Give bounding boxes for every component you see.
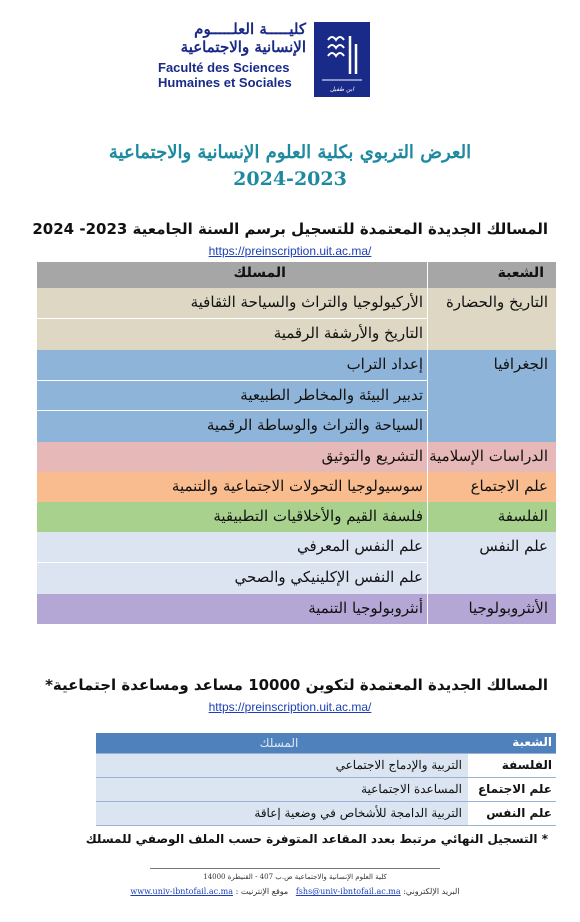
group-philosophy bbox=[37, 502, 556, 532]
group-history bbox=[37, 288, 556, 350]
footer-email-label: البريد الإلكتروني: bbox=[403, 887, 460, 896]
branch-label: الفلسفة bbox=[497, 507, 548, 525]
section2-link[interactable]: https://preinscription.uit.ac.ma/ bbox=[208, 700, 372, 714]
social-table-row bbox=[96, 754, 556, 777]
social-table-header bbox=[96, 733, 556, 753]
branch-label: الأنثروبولوجيا bbox=[468, 599, 548, 617]
track-item: علم النفس المعرفي bbox=[296, 537, 423, 555]
page-year: 2024-2023 bbox=[233, 168, 347, 190]
group-islamic-studies bbox=[37, 442, 556, 472]
section2-title: المسالك الجديدة المعتمدة لتكوين 10000 مساعد ومساعدة اجتماعية* bbox=[45, 676, 548, 694]
track-item: السياحة والتراث والوساطة الرقمية bbox=[206, 416, 423, 434]
logo-fr-line2: Humaines et Sociales bbox=[158, 75, 292, 90]
logo-caption: ابن طفيل bbox=[330, 86, 354, 93]
row-branch: علم النفس bbox=[486, 806, 552, 820]
logo-ar-line1: كليـــــة العلـــــوم bbox=[194, 20, 306, 38]
track-item: تدبير البيئة والمخاطر الطبيعية bbox=[240, 386, 423, 404]
footer-divider bbox=[150, 868, 440, 869]
footer-contacts bbox=[110, 887, 480, 896]
section1-link[interactable]: https://preinscription.uit.ac.ma/ bbox=[208, 244, 372, 258]
track-item: فلسفة القيم والأخلاقيات التطبيقية bbox=[213, 507, 423, 525]
group-sociology bbox=[37, 472, 556, 502]
row-branch: علم الاجتماع bbox=[477, 782, 552, 796]
page-title: العرض التربوي بكلية العلوم الإنسانية والاجتماعية bbox=[108, 142, 472, 163]
header-bg bbox=[37, 262, 556, 288]
social-table-row bbox=[96, 778, 556, 801]
footnote: * التسجيل النهائي مرتبط بعدد المقاعد المتوفرة حسب الملف الوصفي للمسلك bbox=[85, 832, 548, 846]
track-item: سوسيولوجيا التحولات الاجتماعية والتنمية bbox=[171, 477, 423, 495]
row-track: المساعدة الاجتماعية bbox=[361, 782, 462, 796]
footer-email-link[interactable]: fshs@univ-ibntofail.ac.ma bbox=[295, 887, 401, 896]
branch-label: الدراسات الإسلامية bbox=[429, 447, 548, 465]
row-branch: الفلسفة bbox=[501, 758, 552, 772]
logo-french-name bbox=[158, 60, 308, 90]
tracks-table-header bbox=[37, 262, 556, 288]
logo-ar-line2: الإنسانية والاجتماعية bbox=[180, 38, 306, 56]
track-item: التاريخ والأرشفة الرقمية bbox=[273, 324, 423, 342]
social-table-row bbox=[96, 802, 556, 825]
group-anthropology bbox=[37, 594, 556, 624]
branch-label: علم الاجتماع bbox=[470, 477, 548, 495]
track-item: التشريع والتوثيق bbox=[321, 447, 423, 465]
row-track: التربية الدامجة للأشخاص في وضعية إعاقة bbox=[254, 806, 462, 820]
branch-label: التاريخ والحضارة bbox=[445, 293, 548, 311]
logo-fr-line1: Faculté des Sciences bbox=[158, 60, 290, 75]
branch-label: الجغرافيا bbox=[493, 355, 548, 373]
university-logo bbox=[314, 22, 370, 97]
logo-arabic-name bbox=[166, 20, 306, 56]
footer-address: كلية العلوم الإنسانية والاجتماعية ص.ب 407 - القنيطرة 14000 bbox=[203, 873, 387, 881]
section1-title: المسالك الجديدة المعتمدة للتسجيل برسم السنة الجامعية 2023- 2024 bbox=[32, 220, 548, 238]
group-psychology bbox=[37, 532, 556, 594]
row-track: التربية والإدماج الاجتماعي bbox=[335, 758, 462, 772]
footer-site-link[interactable]: www.univ-ibntofail.ac.ma bbox=[130, 887, 234, 896]
header-branch: الشعبة bbox=[512, 735, 552, 749]
header-track: المسلك bbox=[259, 736, 299, 750]
track-item: علم النفس الإكلينيكي والصحي bbox=[234, 568, 423, 586]
footer-site-label: موقع الإنترنيت : bbox=[235, 887, 289, 896]
track-item: إعداد التراب bbox=[346, 355, 423, 373]
branch-label: علم النفس bbox=[479, 537, 548, 555]
group-geography bbox=[37, 350, 556, 442]
header-track: المسلك bbox=[233, 265, 286, 281]
track-item: الأركيولوجيا والتراث والسياحة الثقافية bbox=[190, 293, 423, 311]
header-branch: الشعبة bbox=[497, 265, 544, 281]
track-item: أنثروبولوجيا التنمية bbox=[308, 599, 423, 617]
